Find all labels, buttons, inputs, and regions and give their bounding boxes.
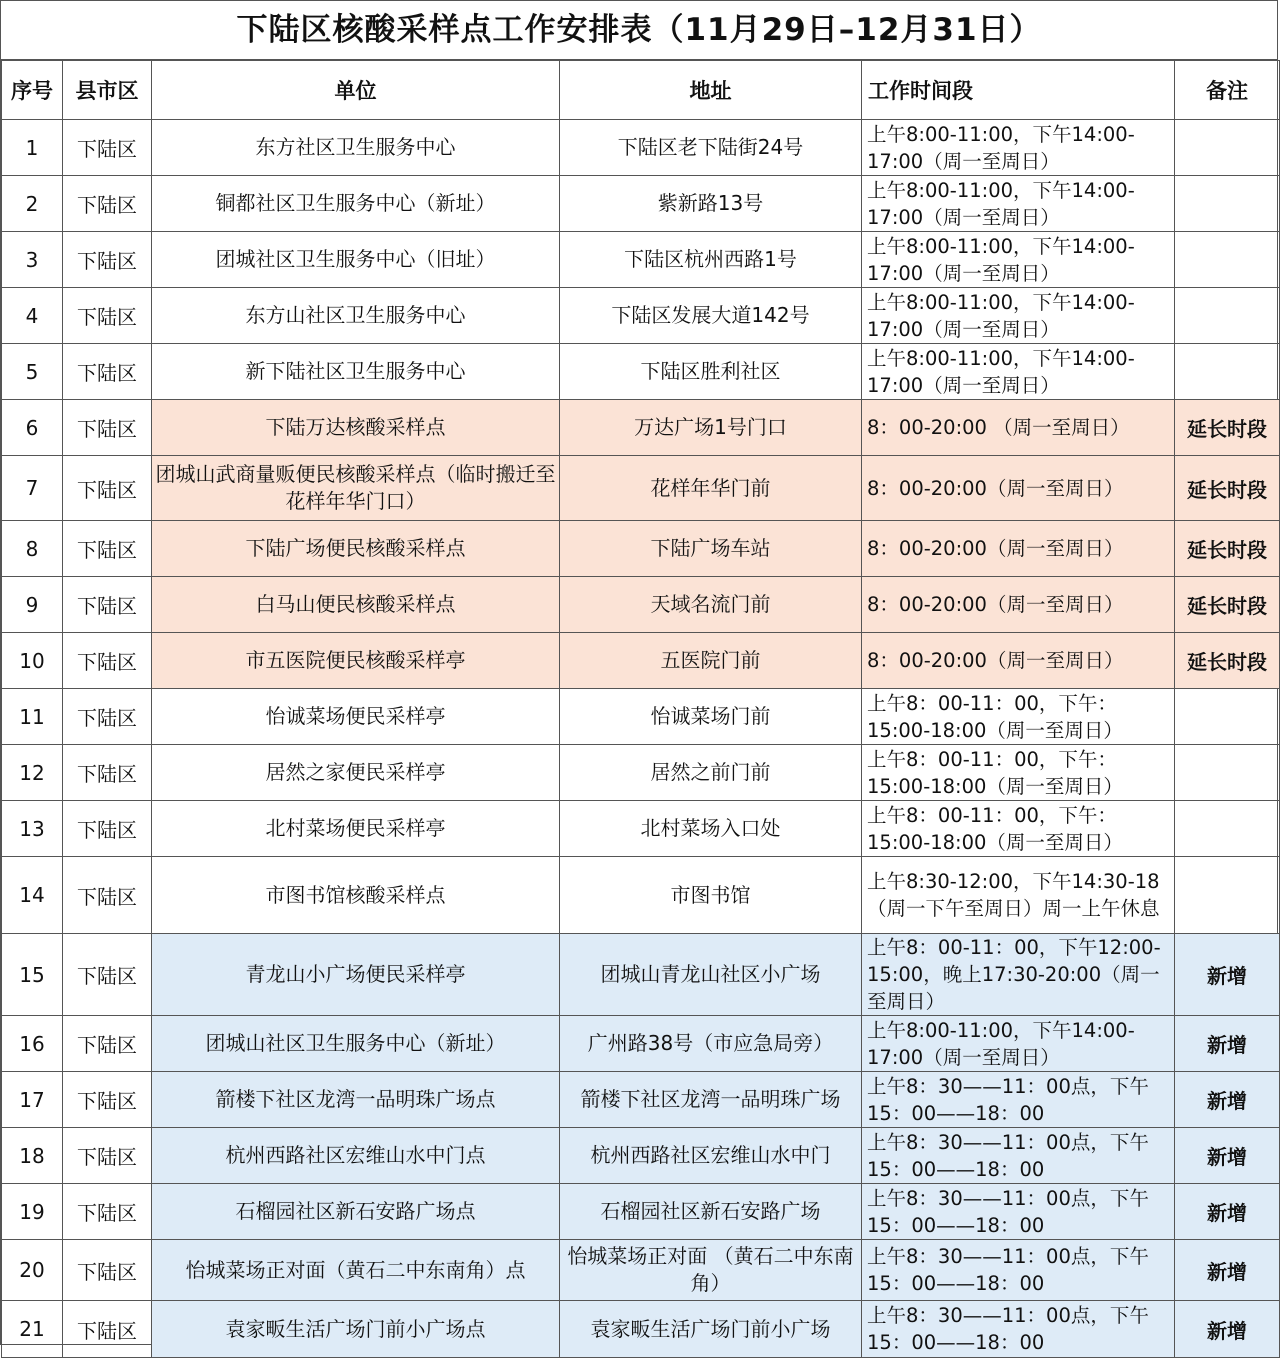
time-cell: 上午8:00-11:00，下午14:00-17:00（周一至周日） (862, 288, 1175, 344)
row-number: 9 (2, 577, 63, 633)
address-cell: 下陆区胜利社区 (560, 344, 862, 400)
note-cell (1175, 344, 1280, 400)
row-number: 16 (2, 1016, 63, 1072)
note-cell: 延长时段 (1175, 400, 1280, 456)
address-cell: 天域名流门前 (560, 577, 862, 633)
district-cell: 下陆区 (63, 400, 152, 456)
district-cell: 下陆区 (63, 689, 152, 745)
address-cell: 袁家畈生活广场门前小广场 (560, 1301, 862, 1358)
row-number: 18 (2, 1128, 63, 1184)
time-cell: 上午8:00-11:00，下午14:00-17:00（周一至周日） (862, 176, 1175, 232)
time-cell: 上午8:30-12:00，下午14:30-18（周一下午至周日）周一上午休息 (862, 857, 1175, 934)
table-row (2, 1184, 1280, 1240)
note-cell: 新增 (1175, 934, 1280, 1016)
district-cell: 下陆区 (63, 1184, 152, 1240)
unit-cell: 居然之家便民采样亭 (152, 745, 560, 801)
header-note: 备注 (1175, 61, 1280, 120)
unit-cell: 青龙山小广场便民采样亭 (152, 934, 560, 1016)
table-row (2, 1240, 1280, 1301)
time-cell: 上午8：30——11：00点，下午15：00——18：00 (862, 1128, 1175, 1184)
time-cell: 上午8：00-11：00，下午：15:00-18:00（周一至周日） (862, 801, 1175, 857)
district-cell: 下陆区 (63, 1240, 152, 1301)
note-cell: 新增 (1175, 1128, 1280, 1184)
table-row (2, 344, 1280, 400)
address-cell: 箭楼下社区龙湾一品明珠广场 (560, 1072, 862, 1128)
district-cell: 下陆区 (63, 120, 152, 176)
address-cell: 怡城菜场正对面 （黄石二中东南角） (560, 1240, 862, 1301)
row-number: 3 (2, 232, 63, 288)
note-cell (1175, 689, 1280, 745)
row-number: 1 (2, 120, 63, 176)
district-cell: 下陆区 (63, 633, 152, 689)
table-row (2, 1128, 1280, 1184)
row-number: 8 (2, 521, 63, 577)
header-no: 序号 (2, 61, 63, 120)
address-cell: 下陆区老下陆街24号 (560, 120, 862, 176)
table-row (2, 689, 1280, 745)
note-cell (1175, 120, 1280, 176)
table-row (2, 120, 1280, 176)
row-number: 7 (2, 456, 63, 521)
unit-cell: 团城社区卫生服务中心（旧址） (152, 232, 560, 288)
address-cell: 市图书馆 (560, 857, 862, 934)
row-number: 21 (2, 1301, 63, 1358)
district-cell: 下陆区 (63, 1128, 152, 1184)
row-number: 19 (2, 1184, 63, 1240)
time-cell: 8：00-20:00（周一至周日） (862, 577, 1175, 633)
district-cell: 下陆区 (63, 232, 152, 288)
time-cell: 8：00-20:00（周一至周日） (862, 633, 1175, 689)
table-row (2, 232, 1280, 288)
row-number: 11 (2, 689, 63, 745)
table-row (2, 1016, 1280, 1072)
unit-cell: 市图书馆核酸采样点 (152, 857, 560, 934)
address-cell: 花样年华门前 (560, 456, 862, 521)
table-body (2, 120, 1280, 1358)
table-row (2, 400, 1280, 456)
note-cell: 新增 (1175, 1072, 1280, 1128)
table-row (2, 801, 1280, 857)
address-cell: 下陆区发展大道142号 (560, 288, 862, 344)
note-cell: 新增 (1175, 1301, 1280, 1358)
note-cell: 延长时段 (1175, 633, 1280, 689)
time-cell: 上午8:00-11:00，下午14:00-17:00（周一至周日） (862, 344, 1175, 400)
note-cell (1175, 176, 1280, 232)
time-cell: 上午8：30——11：00点，下午15：00——18：00 (862, 1184, 1175, 1240)
unit-cell: 白马山便民核酸采样点 (152, 577, 560, 633)
address-cell: 下陆广场车站 (560, 521, 862, 577)
time-cell: 上午8：00-11：00，下午12:00-15:00，晚上17:30-20:00（周一至周日） (862, 934, 1175, 1016)
note-cell: 延长时段 (1175, 577, 1280, 633)
row-number: 15 (2, 934, 63, 1016)
time-cell: 上午8:00-11:00，下午14:00-17:00（周一至周日） (862, 232, 1175, 288)
row-number: 14 (2, 857, 63, 934)
note-cell (1175, 801, 1280, 857)
table-row (2, 176, 1280, 232)
unit-cell: 石榴园社区新石安路广场点 (152, 1184, 560, 1240)
table-row (2, 521, 1280, 577)
table-row (2, 577, 1280, 633)
note-cell (1175, 288, 1280, 344)
time-cell: 8：00-20:00 （周一至周日） (862, 400, 1175, 456)
header-district: 县市区 (63, 61, 152, 120)
address-cell: 北村菜场入口处 (560, 801, 862, 857)
unit-cell: 铜都社区卫生服务中心（新址） (152, 176, 560, 232)
unit-cell: 东方山社区卫生服务中心 (152, 288, 560, 344)
page-title: 下陆区核酸采样点工作安排表（11月29日–12月31日） (1, 1, 1277, 60)
district-cell: 下陆区 (63, 176, 152, 232)
row-number: 17 (2, 1072, 63, 1128)
row-number: 5 (2, 344, 63, 400)
unit-cell: 团城山社区卫生服务中心（新址） (152, 1016, 560, 1072)
unit-cell: 怡诚菜场便民采样亭 (152, 689, 560, 745)
time-cell: 上午8：30——11：00点，下午15：00——18：00 (862, 1301, 1175, 1358)
row-number: 20 (2, 1240, 63, 1301)
unit-cell: 下陆广场便民核酸采样点 (152, 521, 560, 577)
table-row (2, 456, 1280, 521)
address-cell: 下陆区杭州西路1号 (560, 232, 862, 288)
address-cell: 团城山青龙山社区小广场 (560, 934, 862, 1016)
row-number: 6 (2, 400, 63, 456)
address-cell: 石榴园社区新石安路广场 (560, 1184, 862, 1240)
time-cell: 上午8：00-11：00，下午：15:00-18:00（周一至周日） (862, 745, 1175, 801)
note-cell (1175, 857, 1280, 934)
address-cell: 杭州西路社区宏维山水中门 (560, 1128, 862, 1184)
unit-cell: 市五医院便民核酸采样亭 (152, 633, 560, 689)
district-cell: 下陆区 (63, 456, 152, 521)
table-header-row (2, 61, 1280, 120)
district-cell: 下陆区 (63, 745, 152, 801)
row-number: 12 (2, 745, 63, 801)
note-cell (1175, 232, 1280, 288)
note-cell (1175, 745, 1280, 801)
table-row (2, 857, 1280, 934)
unit-cell: 下陆万达核酸采样点 (152, 400, 560, 456)
district-cell: 下陆区 (63, 857, 152, 934)
note-cell: 新增 (1175, 1016, 1280, 1072)
table-row (2, 934, 1280, 1016)
address-cell: 怡诚菜场门前 (560, 689, 862, 745)
time-cell: 上午8：30——11：00点，下午15：00——18：00 (862, 1072, 1175, 1128)
note-cell: 新增 (1175, 1184, 1280, 1240)
address-cell: 万达广场1号门口 (560, 400, 862, 456)
district-cell: 下陆区 (63, 1016, 152, 1072)
header-unit: 单位 (152, 61, 560, 120)
district-cell: 下陆区 (63, 521, 152, 577)
unit-cell: 杭州西路社区宏维山水中门点 (152, 1128, 560, 1184)
table-row (2, 1072, 1280, 1128)
district-cell: 下陆区 (63, 1301, 152, 1358)
row-number: 10 (2, 633, 63, 689)
time-cell: 上午8:00-11:00，下午14:00-17:00（周一至周日） (862, 120, 1175, 176)
unit-cell: 东方社区卫生服务中心 (152, 120, 560, 176)
row-number: 4 (2, 288, 63, 344)
unit-cell: 新下陆社区卫生服务中心 (152, 344, 560, 400)
time-cell: 8：00-20:00（周一至周日） (862, 456, 1175, 521)
time-cell: 上午8：00-11：00，下午：15:00-18:00（周一至周日） (862, 689, 1175, 745)
district-cell: 下陆区 (63, 934, 152, 1016)
header-time: 工作时间段 (862, 61, 1175, 120)
note-cell: 延长时段 (1175, 521, 1280, 577)
address-cell: 居然之前门前 (560, 745, 862, 801)
schedule-table (1, 60, 1280, 1358)
time-cell: 上午8:00-11:00，下午14:00-17:00（周一至周日） (862, 1016, 1175, 1072)
row-number: 13 (2, 801, 63, 857)
note-cell: 延长时段 (1175, 456, 1280, 521)
unit-cell: 箭楼下社区龙湾一品明珠广场点 (152, 1072, 560, 1128)
district-cell: 下陆区 (63, 1072, 152, 1128)
table-row (2, 1301, 1280, 1358)
district-cell: 下陆区 (63, 801, 152, 857)
address-cell: 紫新路13号 (560, 176, 862, 232)
district-cell: 下陆区 (63, 288, 152, 344)
note-cell: 新增 (1175, 1240, 1280, 1301)
row-number: 2 (2, 176, 63, 232)
district-cell: 下陆区 (63, 344, 152, 400)
table-row (2, 745, 1280, 801)
table-row (2, 288, 1280, 344)
unit-cell: 北村菜场便民采样亭 (152, 801, 560, 857)
header-address: 地址 (560, 61, 862, 120)
district-cell: 下陆区 (63, 577, 152, 633)
unit-cell: 怡城菜场正对面（黄石二中东南角）点 (152, 1240, 560, 1301)
time-cell: 上午8：30——11：00点，下午15：00——18：00 (862, 1240, 1175, 1301)
unit-cell: 袁家畈生活广场门前小广场点 (152, 1301, 560, 1358)
time-cell: 8：00-20:00（周一至周日） (862, 521, 1175, 577)
address-cell: 五医院门前 (560, 633, 862, 689)
address-cell: 广州路38号（市应急局旁） (560, 1016, 862, 1072)
unit-cell: 团城山武商量贩便民核酸采样点（临时搬迁至花样年华门口） (152, 456, 560, 521)
table-row (2, 633, 1280, 689)
